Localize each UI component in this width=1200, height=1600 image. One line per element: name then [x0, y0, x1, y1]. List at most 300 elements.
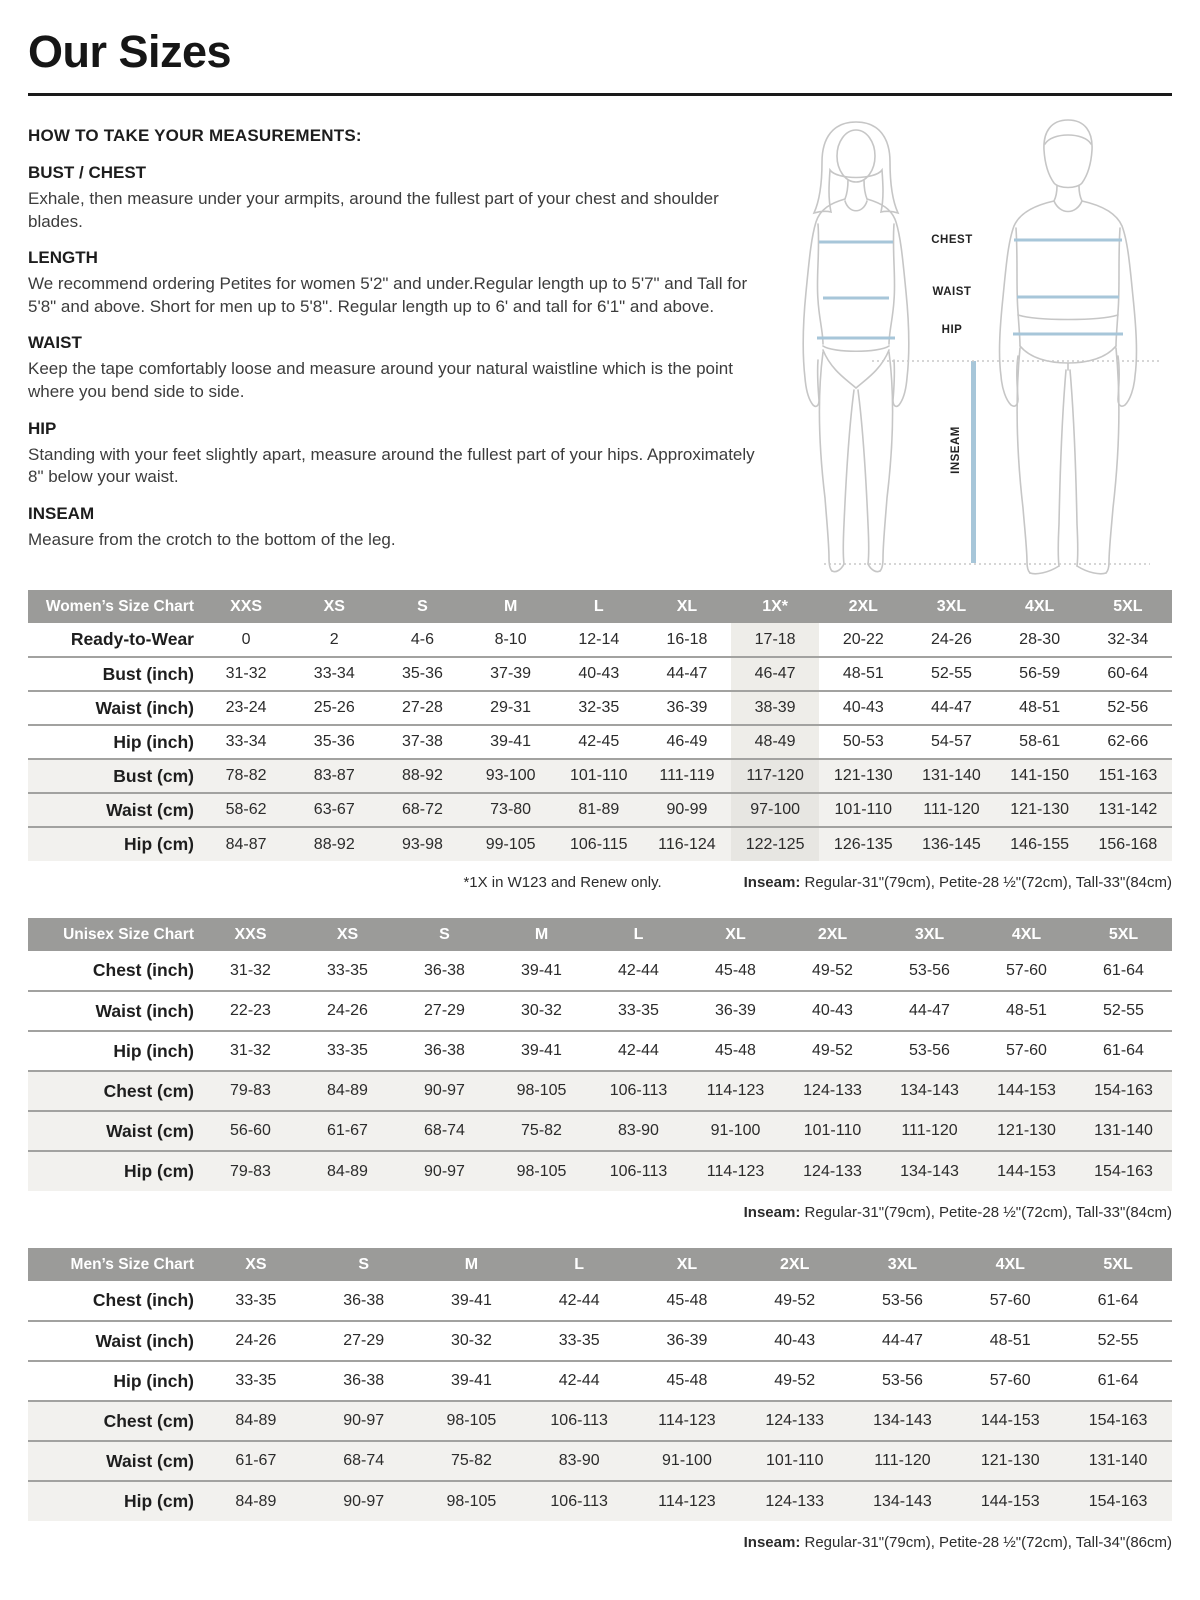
table-cell: 151-163	[1098, 767, 1158, 784]
instructions-heading: HOW TO TAKE YOUR MEASUREMENTS:	[28, 126, 362, 145]
unisex-table	[28, 918, 1172, 1191]
table-cell: 156-168	[1098, 835, 1158, 853]
table-cell: 23-24	[225, 699, 267, 716]
row-label: Waist (inch)	[95, 697, 194, 718]
column-header: XL	[643, 590, 731, 623]
table-cell: 98-105	[446, 1412, 497, 1429]
table-cell: 30-32	[450, 1332, 492, 1349]
table-cell: 33-34	[313, 665, 355, 682]
table-row	[28, 657, 1172, 691]
column-header: S	[310, 1248, 418, 1281]
column-header: XXS	[202, 590, 290, 623]
mens-table	[28, 1248, 1172, 1521]
table-cell: 134-143	[900, 1162, 959, 1180]
table-cell: 36-39	[666, 1332, 708, 1349]
table-cell: 33-34	[225, 733, 267, 750]
table-cell: 61-64	[1103, 961, 1144, 979]
table-cell: 106-113	[550, 1412, 608, 1429]
table-cell: 75-82	[521, 1122, 562, 1139]
table-cell: 53-56	[882, 1291, 923, 1309]
table-cell: 38-39	[731, 691, 819, 725]
table-cell: 37-38	[401, 733, 443, 750]
man-figure	[1000, 120, 1137, 574]
inseam-footnote: Inseam: Regular-31"(79cm), Petite-28 ½"(72cm), Tall-33"(84cm)	[743, 874, 1172, 891]
man-shorts-top	[1018, 315, 1118, 320]
table-cell: 24-26	[235, 1332, 277, 1349]
measurement-instructions	[28, 126, 1172, 578]
column-header: XL	[687, 918, 784, 951]
man-right-arm	[1082, 201, 1136, 406]
table-row	[28, 1281, 1172, 1321]
column-header: 4XL	[956, 1248, 1064, 1281]
table-cell: 73-80	[490, 801, 532, 818]
table-cell: 57-60	[1006, 961, 1047, 979]
row-label: Hip (cm)	[124, 834, 194, 854]
table-cell: 31-32	[225, 665, 267, 682]
table-cell: 101-110	[803, 1122, 862, 1139]
table-row	[28, 623, 1172, 657]
table-cell: 36-39	[715, 1002, 756, 1019]
table-cell: 134-143	[900, 1082, 959, 1099]
table-cell: 141-150	[1010, 767, 1069, 784]
row-label: Waist (cm)	[106, 1450, 194, 1471]
table-cell: 121-130	[997, 1122, 1056, 1139]
section-title: HIP	[28, 418, 57, 438]
table-cell: 126-135	[833, 835, 893, 853]
table-cell: 37-39	[490, 665, 532, 682]
table-row	[28, 759, 1172, 793]
section-title: WAIST	[28, 333, 82, 353]
table-cell: 30-32	[521, 1002, 562, 1019]
table-row	[28, 793, 1172, 827]
table-cell: 111-120	[901, 1122, 958, 1139]
row-label: Bust (inch)	[102, 663, 194, 684]
woman-right-leg-inner	[858, 390, 869, 564]
body-figures-illustration	[768, 112, 1172, 580]
table-cell: 106-113	[550, 1492, 608, 1510]
table-cell: 48-51	[989, 1332, 1031, 1349]
column-header: 4XL	[978, 918, 1075, 951]
table-cell: 154-163	[1088, 1412, 1148, 1429]
table-cell: 36-38	[424, 1042, 465, 1059]
table-cell: 58-61	[1019, 733, 1061, 750]
column-header: L	[590, 918, 687, 951]
table-footnotes	[28, 874, 1172, 891]
table-row	[28, 1441, 1172, 1481]
table-cell: 12-14	[578, 630, 620, 648]
inseam-footnote: Inseam: Regular-31"(79cm), Petite-28 ½"(72cm), Tall-34"(86cm)	[743, 1534, 1172, 1551]
table-cell: 62-66	[1107, 733, 1149, 750]
table-cell: 144-153	[997, 1082, 1056, 1099]
man-left-leg-outer	[1017, 348, 1030, 573]
table-cell: 154-163	[1094, 1162, 1153, 1180]
section-waist	[28, 333, 770, 403]
column-header: XL	[633, 1248, 741, 1281]
table-cell: 33-35	[558, 1332, 600, 1349]
table-cell: 114-123	[706, 1082, 765, 1099]
table-cell: 33-35	[235, 1291, 277, 1309]
column-header: 5XL	[1064, 1248, 1172, 1281]
man-left-arm	[1000, 201, 1054, 406]
section-body: Keep the tape comfortably loose and measure around your natural waistline which is the point where you bend side to side.	[28, 359, 733, 402]
table-title: Women’s Size Chart	[28, 590, 202, 623]
table-cell: 98-105	[516, 1082, 567, 1099]
section-title: BUST / CHEST	[28, 163, 147, 182]
table-cell: 57-60	[1006, 1042, 1047, 1059]
column-header: M	[493, 918, 590, 951]
table-cell: 111-120	[874, 1452, 931, 1469]
table-cell: 32-34	[1107, 630, 1149, 648]
section-hip	[28, 419, 770, 489]
table-cell: 106-113	[609, 1082, 668, 1099]
row-label: Chest (inch)	[92, 1290, 194, 1310]
row-label: Bust (cm)	[113, 765, 194, 786]
header-row	[28, 918, 1172, 951]
column-header: 1X*	[731, 590, 819, 623]
instructions-column	[28, 126, 770, 578]
dotted-guides	[824, 361, 1160, 564]
table-cell: 124-133	[765, 1492, 825, 1510]
table-cell: 46-49	[666, 733, 708, 750]
table-cell: 84-89	[235, 1412, 277, 1429]
table-cell: 114-123	[658, 1412, 716, 1429]
measurement-diagram-column	[770, 126, 1172, 578]
table-cell: 44-47	[882, 1332, 923, 1349]
table-cell: 83-90	[558, 1452, 600, 1469]
table-cell: 111-120	[923, 801, 980, 818]
table-cell: 48-51	[1006, 1002, 1047, 1019]
table-row	[28, 951, 1172, 991]
table-cell: 33-35	[235, 1372, 277, 1389]
column-header: M	[467, 590, 555, 623]
section-inseam	[28, 504, 770, 552]
table-cell: 48-51	[1019, 699, 1061, 716]
woman-right-leg-outer	[880, 352, 893, 571]
table-cell: 52-55	[1097, 1332, 1139, 1349]
waist-label: WAIST	[932, 286, 972, 298]
table-cell: 99-105	[485, 835, 536, 853]
column-header: 3XL	[849, 1248, 957, 1281]
table-cell: 31-32	[230, 1042, 271, 1059]
womens-table	[28, 590, 1172, 861]
table-cell: 56-59	[1019, 665, 1061, 682]
table-cell: 60-64	[1107, 665, 1149, 682]
size-charts	[28, 590, 1172, 1551]
table-cell: 49-52	[812, 961, 853, 979]
table-cell: 29-31	[490, 699, 532, 716]
section-body: Standing with your feet slightly apart, measure around the fullest part of your hips. Approximately 8" below your waist.	[28, 444, 755, 487]
table-cell: 52-55	[1103, 1002, 1144, 1019]
column-header: 5XL	[1075, 918, 1172, 951]
table-cell: 81-89	[578, 801, 620, 818]
table-cell: 121-130	[980, 1452, 1040, 1469]
woman-left-leg-outer	[819, 352, 832, 571]
table-cell: 84-89	[235, 1492, 277, 1510]
man-head	[1044, 120, 1092, 188]
section-length	[28, 248, 770, 318]
table-cell: 144-153	[997, 1162, 1056, 1180]
column-header: S	[396, 918, 493, 951]
woman-face	[837, 130, 875, 182]
size-chart-mens	[28, 1248, 1172, 1551]
woman-left-arm	[803, 199, 845, 406]
table-cell: 40-43	[774, 1332, 816, 1349]
inseam-bar	[971, 361, 976, 563]
table-row	[28, 827, 1172, 861]
table-row	[28, 1111, 1172, 1151]
column-header: XS	[299, 918, 396, 951]
section-bust-chest	[28, 163, 770, 233]
table-cell: 49-52	[774, 1372, 816, 1389]
table-cell: 91-100	[662, 1452, 712, 1469]
table-cell: 25-26	[313, 699, 355, 716]
woman-figure	[803, 122, 909, 572]
table-row	[28, 1151, 1172, 1191]
column-header: 4XL	[996, 590, 1084, 623]
table-cell: 2	[329, 630, 339, 648]
table-cell: 61-67	[327, 1122, 368, 1139]
column-header: 2XL	[819, 590, 907, 623]
man-right-leg-inner	[1070, 370, 1078, 566]
table-cell: 24-26	[931, 630, 972, 648]
row-label: Waist (cm)	[106, 1120, 194, 1141]
footnote-note: *1X in W123 and Renew only.	[463, 874, 662, 891]
woman-briefs	[823, 350, 889, 388]
table-cell: 32-35	[578, 699, 620, 716]
table-cell: 75-82	[450, 1452, 492, 1469]
table-cell: 90-97	[343, 1412, 385, 1429]
table-cell: 124-133	[765, 1412, 825, 1429]
table-cell: 31-32	[230, 961, 271, 979]
column-header: 3XL	[881, 918, 978, 951]
table-cell: 124-133	[803, 1162, 862, 1180]
table-cell: 27-29	[343, 1332, 385, 1349]
table-cell: 114-123	[706, 1162, 765, 1180]
column-header: S	[378, 590, 466, 623]
row-label: Hip (inch)	[113, 1370, 194, 1391]
row-label: Waist (cm)	[106, 799, 194, 820]
section-body: Exhale, then measure under your armpits, around the fullest part of your chest and shoulder blades.	[28, 189, 719, 231]
column-header: XS	[290, 590, 378, 623]
table-cell: 68-72	[401, 801, 443, 818]
table-cell: 78-82	[225, 767, 267, 784]
woman-hair	[814, 122, 898, 213]
table-cell: 46-47	[731, 657, 819, 691]
table-cell: 45-48	[715, 1042, 756, 1059]
table-cell: 93-98	[401, 835, 443, 853]
table-cell: 53-56	[882, 1372, 923, 1389]
table-cell: 57-60	[989, 1372, 1031, 1389]
man-torso-right	[1116, 228, 1120, 346]
table-cell: 106-113	[609, 1162, 668, 1180]
table-row	[28, 1031, 1172, 1071]
table-cell: 117-120	[731, 759, 819, 793]
column-header: 5XL	[1084, 590, 1172, 623]
woman-neckline	[845, 201, 867, 211]
table-cell: 40-43	[578, 665, 620, 682]
man-neckline	[1054, 201, 1082, 212]
table-cell: 84-89	[327, 1082, 368, 1099]
table-cell: 42-44	[558, 1291, 600, 1309]
table-cell: 16-18	[666, 630, 708, 648]
table-row	[28, 725, 1172, 759]
table-cell: 48-51	[842, 665, 884, 682]
table-cell: 52-56	[1107, 699, 1149, 716]
table-cell: 134-143	[873, 1412, 932, 1429]
table-cell: 91-100	[710, 1122, 761, 1139]
table-footnotes	[28, 1534, 1172, 1551]
table-cell: 39-41	[450, 1291, 492, 1309]
column-header: L	[555, 590, 643, 623]
table-cell: 56-60	[230, 1122, 271, 1139]
table-cell: 116-124	[658, 835, 716, 853]
table-cell: 79-83	[230, 1162, 271, 1180]
table-cell: 39-41	[521, 961, 562, 979]
table-row	[28, 1361, 1172, 1401]
table-cell: 42-44	[618, 1042, 659, 1059]
table-cell: 88-92	[313, 835, 355, 853]
table-cell: 61-64	[1103, 1042, 1144, 1059]
table-cell: 90-97	[424, 1082, 465, 1099]
table-cell: 88-92	[401, 767, 443, 784]
inseam-footnote: Inseam: Regular-31"(79cm), Petite-28 ½"(72cm), Tall-33"(84cm)	[743, 1204, 1172, 1221]
section-title: INSEAM	[28, 503, 95, 523]
table-cell: 93-100	[485, 767, 536, 784]
table-cell: 131-140	[1088, 1452, 1148, 1469]
table-cell: 83-90	[618, 1122, 659, 1139]
table-cell: 111-119	[659, 767, 715, 784]
table-title: Men’s Size Chart	[28, 1248, 202, 1281]
table-cell: 121-130	[833, 767, 893, 784]
table-title: Unisex Size Chart	[28, 918, 202, 951]
table-cell: 44-47	[666, 665, 708, 682]
row-label: Hip (cm)	[124, 1161, 194, 1181]
table-cell: 33-35	[618, 1002, 659, 1019]
title-divider	[28, 93, 1172, 96]
table-cell: 90-97	[424, 1162, 465, 1180]
table-cell: 36-38	[424, 961, 465, 979]
man-hairline	[1045, 135, 1091, 144]
table-cell: 27-29	[424, 1002, 465, 1019]
table-cell: 101-110	[834, 801, 893, 818]
table-cell: 122-125	[731, 827, 819, 861]
table-cell: 121-130	[1010, 801, 1069, 818]
inseam-footnote-label: Inseam:	[743, 874, 801, 891]
table-cell: 79-83	[230, 1082, 271, 1099]
table-cell: 39-41	[521, 1042, 562, 1059]
section-body: We recommend ordering Petites for women 5'2" and under.Regular length up to 5'7" and Tall for 5'8" and above. Short for men up to 5'8". Regular length up to 6' and tall for 6'1" and above.	[28, 274, 748, 316]
table-cell: 114-123	[658, 1492, 716, 1510]
table-cell: 101-110	[765, 1452, 824, 1469]
column-header: L	[525, 1248, 633, 1281]
table-cell: 134-143	[873, 1492, 932, 1510]
table-cell: 24-26	[327, 1002, 368, 1019]
header-row	[28, 1248, 1172, 1281]
table-cell: 131-142	[1098, 801, 1158, 818]
table-row	[28, 1321, 1172, 1361]
table-row	[28, 1401, 1172, 1441]
row-label: Chest (cm)	[103, 1080, 194, 1101]
table-cell: 33-35	[327, 1042, 368, 1059]
column-header: 3XL	[907, 590, 995, 623]
table-cell: 42-44	[618, 961, 659, 979]
column-header: XS	[202, 1248, 310, 1281]
table-cell: 33-35	[327, 961, 368, 979]
table-cell: 98-105	[446, 1492, 497, 1510]
table-cell: 146-155	[1010, 835, 1069, 853]
woman-right-arm	[867, 199, 909, 406]
table-cell: 8-10	[494, 630, 527, 648]
table-cell: 63-67	[313, 801, 355, 818]
table-cell: 68-74	[424, 1122, 465, 1139]
table-cell: 49-52	[812, 1042, 853, 1059]
table-cell: 45-48	[715, 961, 756, 979]
table-footnotes	[28, 1204, 1172, 1221]
table-cell: 154-163	[1094, 1082, 1153, 1099]
table-row	[28, 1071, 1172, 1111]
table-cell: 42-45	[578, 733, 620, 750]
table-cell: 44-47	[931, 699, 972, 716]
table-cell: 98-105	[516, 1162, 567, 1180]
table-cell: 27-28	[401, 699, 443, 716]
inseam-footnote-label: Inseam:	[743, 1534, 801, 1551]
table-cell: 39-41	[450, 1372, 492, 1389]
row-label: Chest (inch)	[92, 960, 194, 980]
inseam-footnote-label: Inseam:	[743, 1204, 801, 1221]
table-cell: 45-48	[666, 1291, 708, 1309]
table-cell: 84-87	[225, 835, 267, 853]
row-label: Waist (inch)	[95, 1330, 194, 1351]
table-cell: 101-110	[570, 767, 628, 784]
table-cell: 68-74	[343, 1452, 385, 1469]
column-header: 2XL	[784, 918, 881, 951]
table-row	[28, 991, 1172, 1031]
table-cell: 106-115	[570, 835, 628, 853]
table-cell: 131-140	[1094, 1122, 1153, 1139]
measurement-diagram	[768, 112, 1172, 580]
table-cell: 53-56	[909, 961, 950, 979]
table-cell: 58-62	[225, 801, 267, 818]
column-header: XXS	[202, 918, 299, 951]
table-cell: 44-47	[909, 1002, 950, 1019]
table-cell: 50-53	[842, 733, 884, 750]
table-cell: 39-41	[490, 733, 532, 750]
row-label: Hip (cm)	[124, 1491, 194, 1511]
table-cell: 53-56	[909, 1042, 950, 1059]
table-row	[28, 691, 1172, 725]
row-label: Waist (inch)	[95, 1000, 194, 1021]
table-cell: 61-67	[235, 1452, 277, 1469]
inseam-label: INSEAM	[950, 426, 962, 474]
man-torso-left	[1016, 228, 1020, 346]
table-cell: 22-23	[230, 1002, 271, 1019]
table-cell: 54-57	[931, 733, 972, 750]
table-cell: 42-44	[558, 1372, 600, 1389]
table-cell: 57-60	[989, 1291, 1031, 1309]
table-cell: 20-22	[842, 630, 884, 648]
table-cell: 0	[241, 630, 251, 648]
row-label: Chest (cm)	[103, 1410, 194, 1431]
row-label: Ready-to-Wear	[70, 629, 194, 649]
size-chart-womens	[28, 590, 1172, 891]
header-row	[28, 590, 1172, 623]
man-left-leg-inner	[1058, 370, 1066, 566]
chest-label: CHEST	[931, 234, 973, 246]
row-label: Hip (inch)	[113, 731, 194, 752]
table-cell: 36-39	[666, 699, 708, 716]
row-label: Hip (inch)	[113, 1040, 194, 1061]
table-cell: 136-145	[922, 835, 981, 853]
